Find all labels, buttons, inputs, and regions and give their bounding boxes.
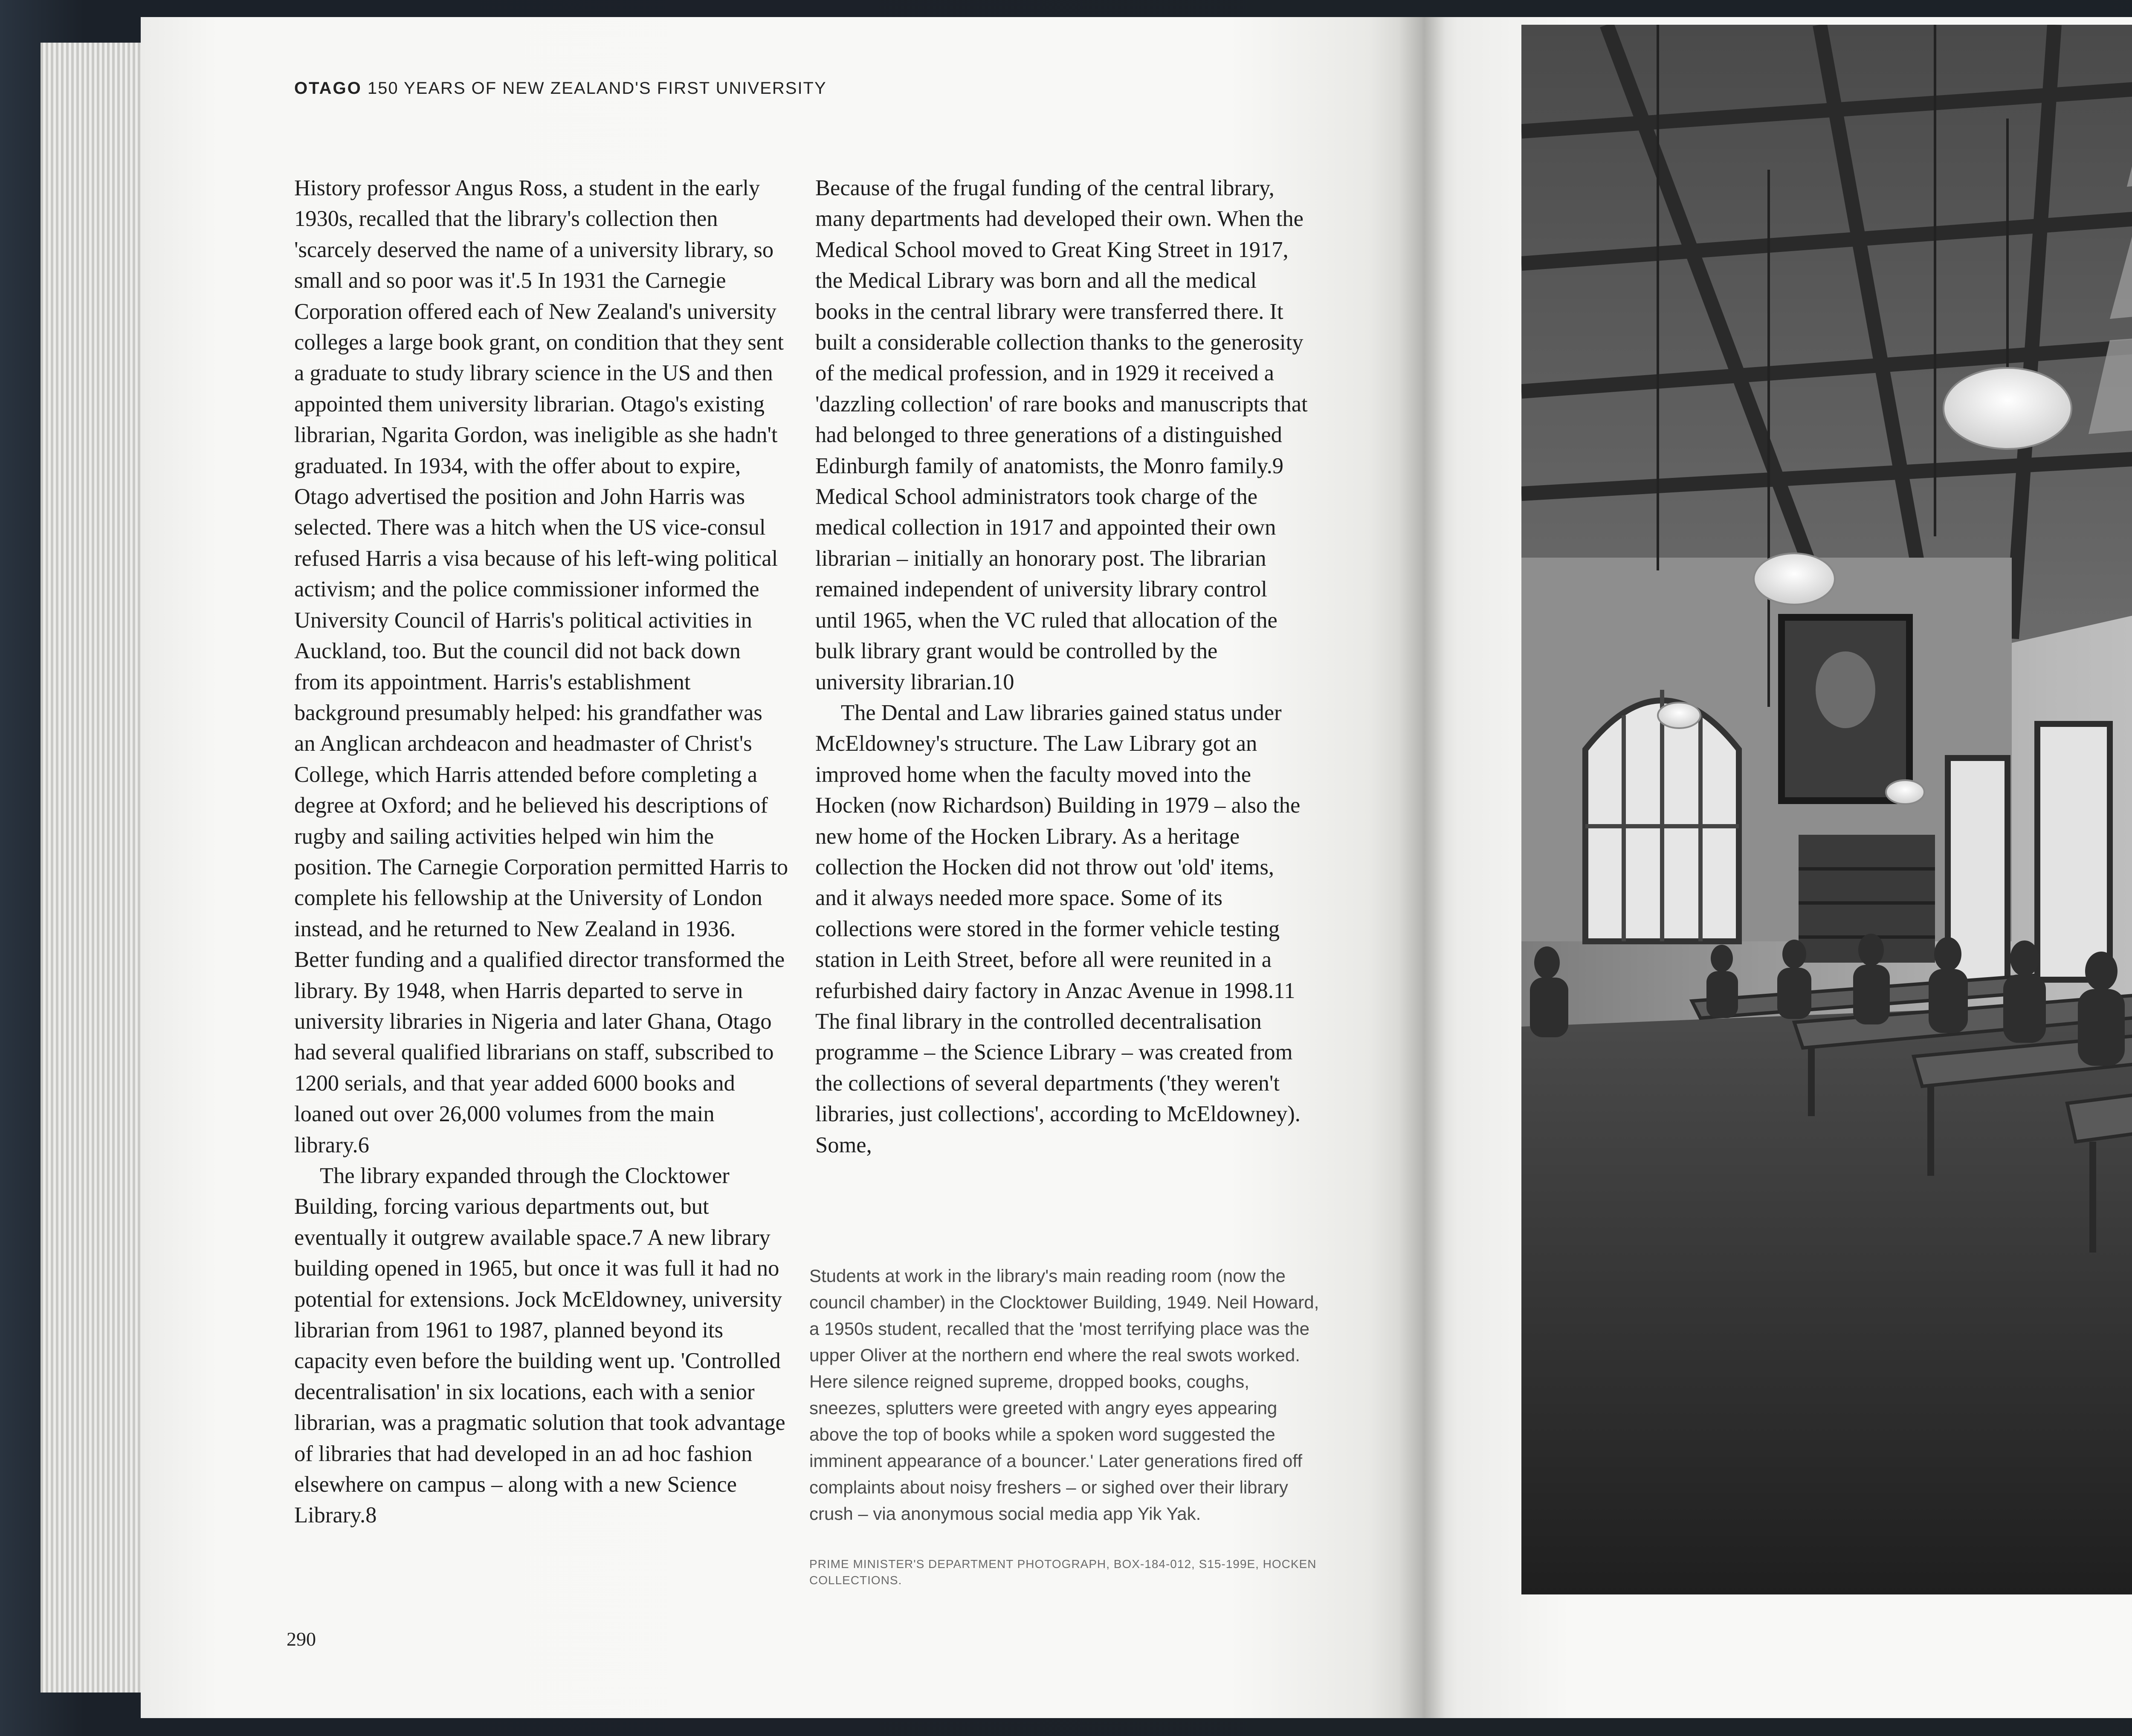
- reading-room-photo: [1521, 25, 2132, 1594]
- running-head-subtitle: 150 YEARS OF NEW ZEALAND'S FIRST UNIVERSITY: [367, 79, 827, 98]
- student: [1782, 940, 1806, 969]
- student: [1858, 934, 1884, 966]
- paragraph: The library expanded through the Clocktower Building, forcing various departments out, but eventually it outgrew available space.7 A new library building opened in 1965, but once it was full it had no potential for extensions. Jock McEldowney, university librarian from 1961 to 1987, planned beyond its capacity even before the building went up. 'Controlled decentralisation' in six locations, each with a senior librarian, was a pragmatic solution that took advantage of libraries that had developed in an ad hoc fashion elsewhere on campus – along with a new Science Library.8: [294, 1163, 785, 1528]
- student: [1711, 945, 1733, 972]
- paragraph: The Dental and Law libraries gained status under McEldowney's structure. The Law Library got an improved home when the faculty moved into the Hocken (now Richardson) Building in 1979 – also the new home of the Hocken Library. As a heritage collection the Hocken did not throw out 'old' items, and it always needed more space. Some of its collections were stored in the former vehicle testing station in Leith Street, before all were reunited in a refurbished dairy factory in Anzac Avenue in 1998.11 The final library in the controlled decentralisation programme – the Science Library – was created from the collections of several departments ('they weren't libraries, just collections', according to McEldowney). Some,: [815, 700, 1301, 1157]
- student: [2010, 940, 2039, 976]
- running-head-book: OTAGO: [294, 79, 362, 98]
- student: [2085, 952, 2118, 991]
- pendant-lamp: [1944, 368, 2071, 449]
- pendant-lamp: [1886, 780, 1924, 804]
- photo-caption: Students at work in the library's main reading room (now the council chamber) in the Clocktower Building, 1949. Neil Howard, a 1950s student, recalled that the 'most terrifying place was the upper Oliver at the northern end where the real swots worked. Here silence reigned supreme, dropped books, coughs, sneezes, splutters were greeted with angry eyes appearing above the top of books while a spoken word suggested the imminent appearance of a bouncer.' Later generations fired off complaints about noisy freshers – or sighed over their library crush – via anonymous social media app Yik Yak.: [809, 1266, 1319, 1524]
- student: [1534, 946, 1560, 979]
- paragraph: History professor Angus Ross, a student in the early 1930s, recalled that the library's collection then 'scarcely deserved the name of a university library, so small and so poor was it'.5 In 1931 the Carnegie Corporation offered each of New Zealand's university colleges a large book grant, on condition that they sent a graduate to study library science in the US and then appointed them university librarian. Otago's existing librarian, Ngarita Gordon, was ineligible as she hadn't graduated. In 1934, with the offer about to expire, Otago advertised the position and John Harris was selected. There was a hitch when the US vice-consul refused Harris a visa because of his left-wing political activism; and the police commissioner informed the University Council of Harris's political activities in Auckland, too. But the council did not back down from its appointment. Harris's establishment background presumably helped: his grandfather was an Anglican archdeacon and headmaster of Christ's College, which Harris attended before completing a degree at Oxford; and he believed his descriptions of rugby and sailing activities helped win him the position. The Carnegie Corporation permitted Harris to complete his fellowship at the University of London instead, and he returned to New Zealand in 1936. Better funding and a qualified director transformed the library. By 1948, when Harris departed to serve in university libraries in Nigeria and later Ghana, Otago had several qualified librarians on staff, subscribed to 1200 serials, and that year added 6000 books and loaned out over 26,000 volumes from the main library.6: [294, 176, 788, 1157]
- page-number-left: 290: [287, 1628, 316, 1650]
- running-head: [294, 79, 827, 98]
- paragraph: Because of the frugal funding of the central library, many departments had developed their own. When the Medical School moved to Great King Street in 1917, the Medical Library was born and all the medical books in the central library were transferred there. It built a considerable collection thanks to the generosity of the medical profession, and in 1929 it received a 'dazzling collection' of rare books and manuscripts that had belonged to three generations of a distinguished Edinburgh family of anatomists, the Monro family.9 Medical School administrators took charge of the medical collection in 1917 and appointed their own librarian – initially an honorary post. The librarian remained independent of university library control until 1965, when the VC ruled that allocation of the bulk library grant would be controlled by the university librarian.10: [815, 176, 1308, 694]
- pendant-lamp: [1754, 553, 1835, 605]
- photo-credit: PRIME MINISTER'S DEPARTMENT PHOTOGRAPH, BOX-184-012, S15-199E, HOCKEN COLLECTIONS.: [809, 1557, 1317, 1587]
- student: [1934, 937, 1961, 971]
- text-column-1: [294, 173, 789, 1531]
- text-column-2: [815, 173, 1310, 1160]
- side-window: [2037, 724, 2110, 980]
- pendant-lamp: [1658, 703, 1700, 728]
- book-gutter: [1399, 17, 1445, 1718]
